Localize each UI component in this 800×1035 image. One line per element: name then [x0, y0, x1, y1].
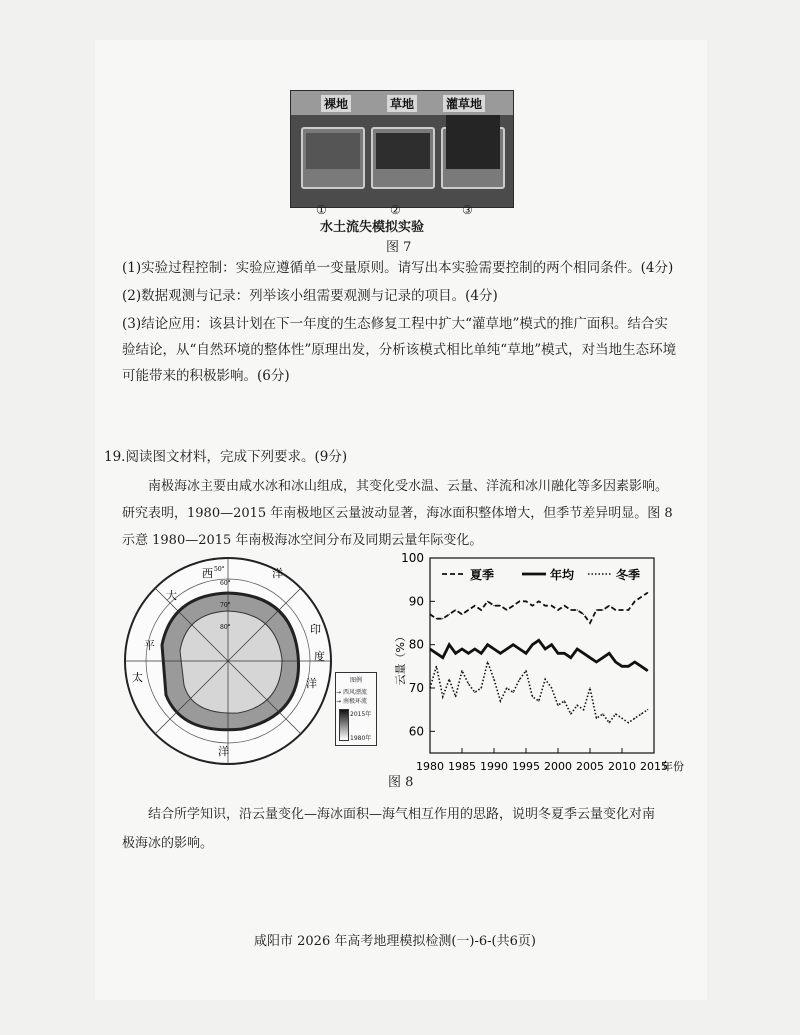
point-s1-2002: [570, 657, 571, 658]
q18-part1: (1)实验过程控制：实验应遵循单一变量原则。请写出本实验需要控制的两个相同条件。(4分): [122, 260, 674, 276]
point-s2-2007: [602, 713, 603, 714]
point-s2-1993: [513, 692, 514, 693]
point-s2-1995: [525, 670, 526, 671]
map-label-da: 大: [166, 589, 177, 602]
point-s0-1990: [493, 605, 494, 606]
point-s2-2002: [570, 713, 571, 714]
point-s0-2005: [589, 622, 590, 623]
point-s2-2014: [647, 709, 648, 710]
map-label-yang-bottom: 洋: [218, 745, 229, 758]
point-s2-1997: [538, 700, 539, 701]
figure7-title: 水土流失模拟实验: [320, 220, 425, 235]
point-s0-2013: [641, 596, 642, 597]
point-s2-2008: [609, 722, 610, 723]
tray-shrub-grass: [441, 127, 505, 189]
y-axis-label: 云量（%）: [394, 631, 407, 686]
point-s0-2000: [557, 609, 558, 610]
q19-material-line1: 南极海冰主要由咸水冰和冰山组成，其变化受水温、云量、洋流和冰川融化等多因素影响。: [148, 479, 669, 494]
legend-label-1: 年均: [550, 568, 575, 582]
antarctic-sea-ice-map: [122, 555, 334, 767]
point-s0-1991: [500, 605, 501, 606]
point-s0-1992: [506, 609, 507, 610]
y-tick-label-80: 80: [408, 637, 424, 652]
point-s0-1980: [429, 614, 430, 615]
point-s2-2009: [615, 713, 616, 714]
point-s0-1999: [551, 605, 552, 606]
point-s0-1994: [519, 601, 520, 602]
point-s1-1993: [513, 644, 514, 645]
point-s0-2007: [602, 609, 603, 610]
point-s1-2006: [596, 661, 597, 662]
point-s0-1981: [436, 618, 437, 619]
q19-material-line2: 研究表明，1980—2015 年南极地区云量波动显著，海冰面积整体增大，但季节差异明显。图 8: [122, 506, 673, 521]
point-s1-2012: [634, 661, 635, 662]
point-s0-1984: [455, 609, 456, 610]
point-s1-1996: [532, 644, 533, 645]
point-s0-1985: [461, 614, 462, 615]
x-tick-label-2015: 2015: [640, 760, 668, 773]
point-s1-1981: [436, 653, 437, 654]
point-s2-2005: [589, 687, 590, 688]
figure8-caption: 图 8: [388, 775, 414, 790]
point-s2-1988: [481, 687, 482, 688]
tray-label-grass: 草地: [387, 95, 417, 112]
point-s0-1995: [525, 601, 526, 602]
point-s0-2011: [628, 609, 629, 610]
point-s1-1990: [493, 648, 494, 649]
point-s2-1982: [442, 696, 443, 697]
q19-heading: 19.阅读图文材料，完成下列要求。(9分): [104, 449, 348, 465]
point-s2-1983: [449, 679, 450, 680]
series-line-2: [430, 662, 648, 723]
point-s2-1994: [519, 679, 520, 680]
map-label-du: 度: [314, 650, 325, 663]
point-s1-2009: [615, 661, 616, 662]
point-s0-1987: [474, 605, 475, 606]
point-s1-1986: [468, 653, 469, 654]
point-s2-1987: [474, 692, 475, 693]
map-label-tai: 太: [132, 671, 143, 684]
point-s1-2007: [602, 657, 603, 658]
point-s1-1999: [551, 644, 552, 645]
point-s2-2011: [628, 722, 629, 723]
point-s1-1984: [455, 653, 456, 654]
point-s0-1997: [538, 601, 539, 602]
point-s0-1998: [545, 605, 546, 606]
point-s2-2000: [557, 705, 558, 706]
point-s2-2001: [564, 700, 565, 701]
legend-antarctic-circumpolar: → 南极环流: [336, 698, 367, 705]
map-label-yang-top: 洋: [272, 567, 283, 580]
point-s1-1998: [545, 648, 546, 649]
point-s1-1987: [474, 648, 475, 649]
series-line-0: [430, 593, 648, 623]
point-s2-2004: [583, 709, 584, 710]
page-footer: 咸阳市 2026 年高考地理模拟检测(一)-6-(共6页): [254, 934, 536, 949]
point-s2-1984: [455, 696, 456, 697]
point-s2-2006: [596, 718, 597, 719]
point-s2-1981: [436, 666, 437, 667]
x-tick-label-2010: 2010: [608, 760, 636, 773]
point-s0-2004: [583, 614, 584, 615]
point-s2-1990: [493, 679, 494, 680]
point-s1-1982: [442, 657, 443, 658]
point-s0-2012: [634, 601, 635, 602]
point-s1-2000: [557, 653, 558, 654]
point-s1-1989: [487, 644, 488, 645]
series-line-1: [430, 640, 648, 670]
soil-erosion-photo: [290, 90, 514, 208]
point-s1-2003: [577, 648, 578, 649]
point-s2-1999: [551, 687, 552, 688]
q19-task-line2: 极海冰的影响。: [122, 836, 214, 851]
point-s0-1983: [449, 614, 450, 615]
point-s1-2005: [589, 657, 590, 658]
map-label-yang-right: 洋: [306, 677, 317, 690]
point-s2-1989: [487, 661, 488, 662]
map-label-yin: 印: [310, 623, 321, 636]
point-s0-1988: [481, 609, 482, 610]
point-s2-2012: [634, 718, 635, 719]
point-s1-1988: [481, 653, 482, 654]
point-s2-2010: [621, 718, 622, 719]
legend-year-2015: 2015年: [350, 711, 372, 718]
point-s0-2009: [615, 609, 616, 610]
cloud-cover-chart: [378, 548, 698, 778]
point-s0-2014: [647, 592, 648, 593]
y-tick-label-90: 90: [408, 594, 424, 609]
map-lat-70: 70°: [220, 602, 231, 609]
point-s0-2010: [621, 609, 622, 610]
legend-year-1980: 1980年: [350, 735, 372, 742]
point-s1-2013: [641, 666, 642, 667]
point-s1-1991: [500, 653, 501, 654]
tray-bare: [301, 127, 365, 189]
legend-westerly-drift: → 西风漂流: [336, 689, 367, 696]
map-lat-50: 50°: [214, 566, 225, 573]
point-s1-1980: [429, 648, 430, 649]
legend-year-gradient: [339, 709, 349, 741]
point-s1-2014: [647, 670, 648, 671]
point-s1-1985: [461, 648, 462, 649]
pipe-label-2: ②: [390, 203, 401, 217]
x-axis-label: 年份: [662, 760, 684, 773]
point-s1-1994: [519, 648, 520, 649]
x-tick-label-2000: 2000: [544, 760, 572, 773]
point-s2-2003: [577, 705, 578, 706]
legend-title: 图例: [349, 677, 362, 684]
map-legend: [335, 672, 377, 746]
y-tick-label-100: 100: [401, 551, 424, 565]
tray-label-shrub-grass: 灌草地: [443, 95, 485, 112]
y-tick-label-70: 70: [408, 681, 424, 695]
map-lat-60: 60°: [220, 580, 231, 587]
point-s0-1993: [513, 605, 514, 606]
point-s0-2003: [577, 609, 578, 610]
point-s0-2001: [564, 605, 565, 606]
point-s1-2010: [621, 666, 622, 667]
point-s1-2008: [609, 653, 610, 654]
point-s1-1995: [525, 653, 526, 654]
x-tick-label-2005: 2005: [576, 760, 604, 773]
point-s1-2011: [628, 666, 629, 667]
point-s1-1997: [538, 640, 539, 641]
pipe-label-1: ①: [316, 203, 327, 217]
plot-frame: [430, 558, 654, 753]
point-s0-2008: [609, 605, 610, 606]
x-tick-label-1995: 1995: [512, 760, 540, 773]
point-s2-1996: [532, 696, 533, 697]
point-s0-2006: [596, 609, 597, 610]
point-s0-1986: [468, 609, 469, 610]
map-lat-80: 80°: [220, 624, 231, 631]
map-label-xi: 西: [202, 567, 213, 580]
point-s2-1992: [506, 687, 507, 688]
x-tick-label-1990: 1990: [480, 760, 508, 773]
q18-part2: (2)数据观测与记录：列举该小组需要观测与记录的项目。(4分): [122, 288, 498, 304]
point-s2-1991: [500, 700, 501, 701]
tray-label-bare: 裸地: [321, 95, 351, 112]
map-label-ping: 平: [144, 639, 155, 652]
point-s2-1980: [429, 687, 430, 688]
point-s1-1992: [506, 648, 507, 649]
point-s2-1998: [545, 679, 546, 680]
y-tick-label-60: 60: [408, 724, 424, 739]
legend-label-2: 冬季: [616, 568, 641, 582]
point-s1-2004: [583, 653, 584, 654]
legend-label-0: 夏季: [470, 568, 495, 582]
q19-task-line1: 结合所学知识，沿云量变化—海冰面积—海气相互作用的思路，说明冬夏季云量变化对南: [148, 807, 656, 822]
point-s0-1989: [487, 601, 488, 602]
q18-part3-line2: 验结论，从“自然环境的整体性”原理出发，分析该模式相比单纯“草地”模式，对当地生态环境: [122, 342, 677, 358]
q19-material-line3: 示意 1980—2015 年南极海冰空间分布及同期云量年际变化。: [122, 533, 483, 548]
x-tick-label-1980: 1980: [416, 760, 444, 773]
point-s2-1986: [468, 683, 469, 684]
x-tick-label-1985: 1985: [448, 760, 476, 773]
figure7-caption: 图 7: [386, 240, 412, 255]
point-s1-2001: [564, 653, 565, 654]
q18-part3-line3: 可能带来的积极影响。(6分): [122, 368, 290, 384]
point-s2-2013: [641, 713, 642, 714]
point-s0-1982: [442, 618, 443, 619]
q18-part3-line1: (3)结论应用：该县计划在下一年度的生态修复工程中扩大“灌草地”模式的推广面积。结合实: [122, 316, 668, 332]
pipe-label-3: ③: [462, 203, 473, 217]
point-s0-2002: [570, 609, 571, 610]
point-s2-1985: [461, 670, 462, 671]
point-s1-1983: [449, 644, 450, 645]
tray-grass: [371, 127, 435, 189]
point-s0-1996: [532, 605, 533, 606]
